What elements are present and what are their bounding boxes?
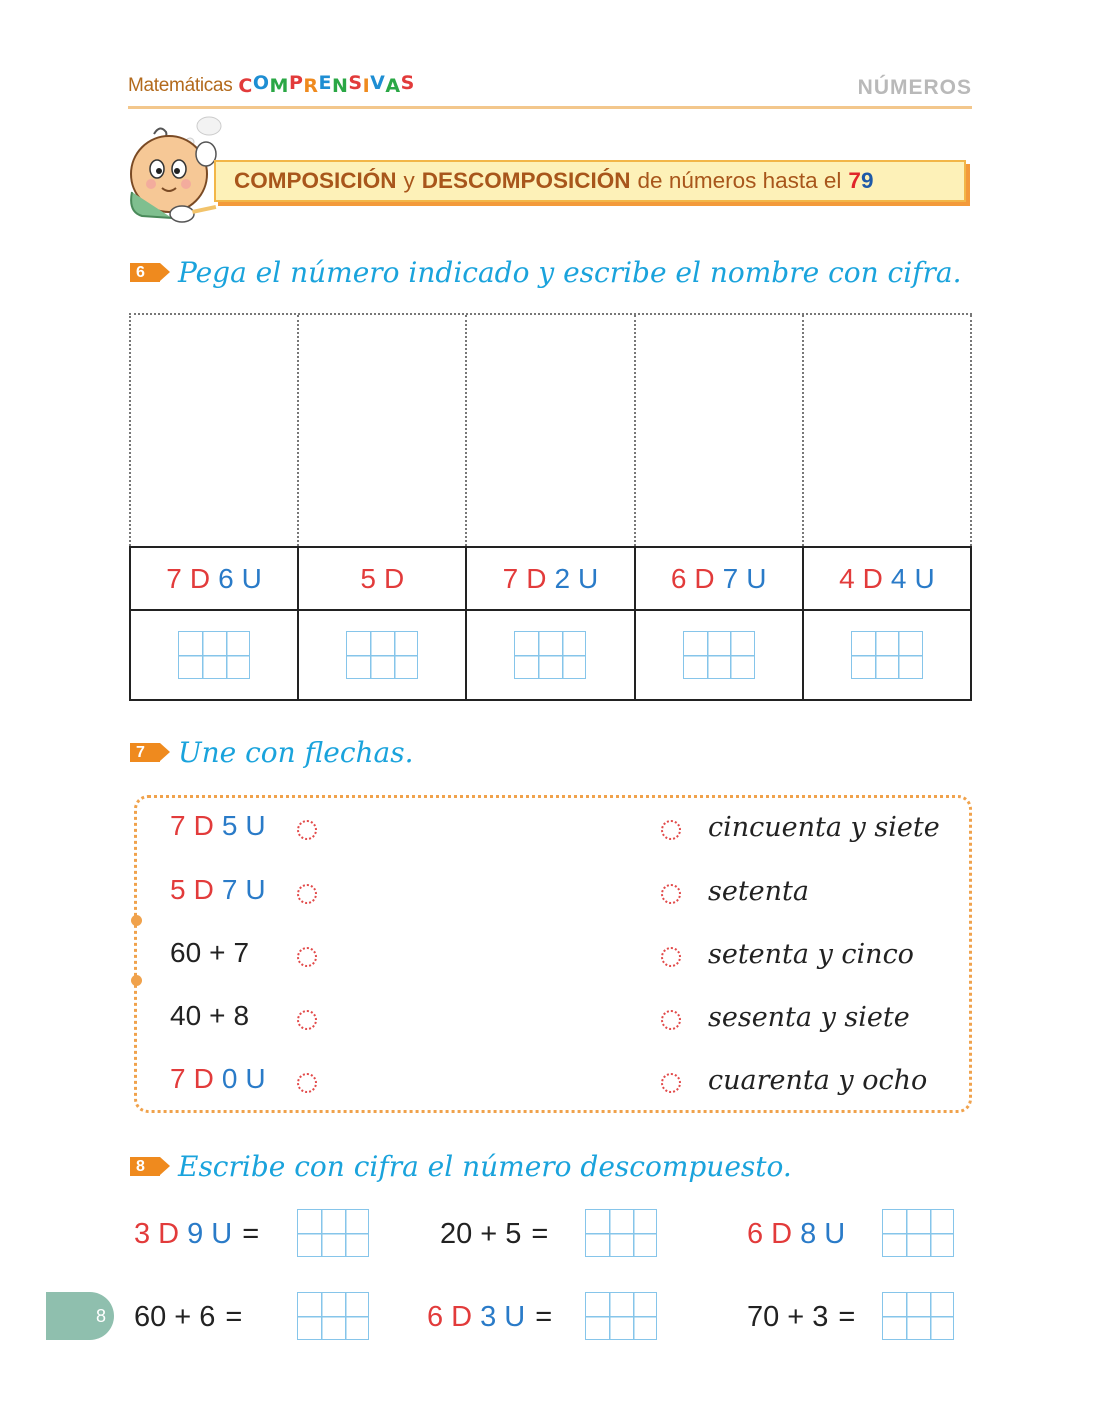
number-part: 5 <box>505 1217 522 1250</box>
exercise-8-heading <box>130 1150 792 1183</box>
number-part: D <box>451 1300 473 1333</box>
connector-dot-right[interactable] <box>661 1010 681 1030</box>
decomposed-number-item <box>743 1292 855 1342</box>
number-part: 3 <box>812 1300 829 1333</box>
left-expression <box>166 1063 270 1095</box>
banner-digit-tens: 7 <box>848 168 861 193</box>
decomposition-cell <box>130 547 298 610</box>
exercise-6-table <box>129 546 972 701</box>
number-part: + <box>174 1300 192 1333</box>
answer-box[interactable] <box>297 1209 369 1257</box>
banner-word-y: y <box>403 168 415 193</box>
number-part: + <box>787 1300 805 1333</box>
exercise-instruction: Une con flechas. <box>178 736 414 769</box>
brand-title <box>128 74 415 97</box>
number-part: U <box>914 562 935 594</box>
number-part: 8 <box>800 1217 817 1250</box>
number-word: setenta y cinco <box>708 939 914 970</box>
number-part: 7 <box>166 562 182 594</box>
binder-dot <box>131 975 142 986</box>
number-part: 7 <box>502 562 519 594</box>
answer-cell <box>298 610 466 700</box>
title-banner <box>214 160 966 202</box>
answer-cell <box>466 610 634 700</box>
number-part: 6 <box>747 1217 764 1250</box>
brand-logo-letter: E <box>318 72 332 94</box>
number-part: 2 <box>554 562 571 594</box>
sticker-slot[interactable] <box>131 315 299 546</box>
answer-box[interactable] <box>683 631 755 679</box>
left-expression <box>166 1000 253 1032</box>
decomposed-number-item <box>130 1209 259 1259</box>
decomposition-cell <box>803 547 971 610</box>
equals-sign: = <box>535 1300 553 1333</box>
number-word: cuarenta y ocho <box>708 1065 928 1096</box>
brand-prefix: Matemáticas <box>128 75 233 96</box>
equals-sign: = <box>242 1217 260 1250</box>
number-part: + <box>209 1000 226 1031</box>
number-part: U <box>211 1217 233 1250</box>
answer-box[interactable] <box>514 631 586 679</box>
number-part: U <box>824 1217 846 1250</box>
number-part: + <box>480 1217 498 1250</box>
number-part: D <box>158 1217 180 1250</box>
number-part: 70 <box>747 1300 780 1333</box>
number-part: U <box>746 562 767 594</box>
left-expression <box>166 937 253 969</box>
brand-logo-letter: A <box>385 75 401 97</box>
number-part: 0 <box>221 1063 238 1094</box>
decomposed-number-item <box>130 1292 242 1342</box>
number-part: D <box>193 874 214 905</box>
binder-dot <box>131 915 142 926</box>
table-row-answers <box>130 610 971 700</box>
number-part: 60 <box>170 937 202 968</box>
equals-sign: = <box>838 1300 856 1333</box>
decomposed-number-item <box>423 1292 552 1342</box>
left-expression <box>166 810 270 842</box>
number-part: U <box>245 874 266 905</box>
answer-box[interactable] <box>585 1292 657 1340</box>
connector-dot-left[interactable] <box>297 820 317 840</box>
number-part: D <box>771 1217 793 1250</box>
brand-logo-letter: C <box>238 75 253 97</box>
page-number: 8 <box>46 1292 114 1340</box>
number-part: U <box>245 810 266 841</box>
sticker-slot[interactable] <box>636 315 804 546</box>
number-part: 3 <box>480 1300 497 1333</box>
connector-dot-left[interactable] <box>297 1073 317 1093</box>
number-part: U <box>578 562 599 594</box>
number-part: D <box>383 562 405 594</box>
number-part: U <box>504 1300 526 1333</box>
brand-logo-letter: S <box>348 72 363 94</box>
sticker-area <box>129 313 972 546</box>
number-part: 3 <box>134 1217 151 1250</box>
number-word: cincuenta y siete <box>708 812 940 843</box>
banner-word-descomposicion: DESCOMPOSICIÓN <box>421 168 631 193</box>
exercise-number-badge: 7 <box>130 743 160 762</box>
answer-box[interactable] <box>346 631 418 679</box>
equals-sign: = <box>531 1217 549 1250</box>
number-part: 7 <box>221 874 238 905</box>
answer-box[interactable] <box>882 1292 954 1340</box>
number-part: 40 <box>170 1000 202 1031</box>
number-word: sesenta y siete <box>708 1002 910 1033</box>
decomposed-number-item <box>743 1209 849 1259</box>
number-part: 5 <box>221 810 238 841</box>
answer-box[interactable] <box>851 631 923 679</box>
number-part: 60 <box>134 1300 167 1333</box>
number-part: U <box>245 1063 266 1094</box>
answer-cell <box>803 610 971 700</box>
number-part: 7 <box>233 937 250 968</box>
brand-logo-letter: R <box>303 75 319 97</box>
number-part: 7 <box>170 1063 186 1094</box>
number-part: D <box>526 562 547 594</box>
exercise-6-heading <box>130 256 962 289</box>
number-part: 20 <box>440 1217 473 1250</box>
number-part: U <box>241 562 262 594</box>
number-part: 7 <box>722 562 739 594</box>
number-part: 6 <box>427 1300 444 1333</box>
answer-box[interactable] <box>297 1292 369 1340</box>
connector-dot-left[interactable] <box>297 1010 317 1030</box>
answer-box[interactable] <box>882 1209 954 1257</box>
number-part: D <box>193 1063 214 1094</box>
connector-dot-right[interactable] <box>661 820 681 840</box>
exercise-number-badge: 8 <box>130 1157 160 1176</box>
banner-word-composicion: COMPOSICIÓN <box>234 168 397 193</box>
number-part: D <box>193 810 214 841</box>
number-part: 9 <box>187 1217 204 1250</box>
number-part: 5 <box>360 562 376 594</box>
sticker-slot[interactable] <box>299 315 467 546</box>
number-part: 7 <box>170 810 186 841</box>
brand-logo-letter: M <box>269 75 289 97</box>
exercise-instruction: Pega el número indicado y escribe el nombre con cifra. <box>178 256 962 289</box>
brand-logo-letter: I <box>362 75 371 97</box>
connector-dot-left[interactable] <box>297 884 317 904</box>
number-part: 4 <box>839 562 855 594</box>
decomposition-cell <box>635 547 803 610</box>
brand-logo-letter: N <box>332 75 349 97</box>
equals-sign: = <box>225 1300 243 1333</box>
decomposition-cell <box>298 547 466 610</box>
number-part: D <box>694 562 715 594</box>
exercise-7-heading <box>130 736 414 769</box>
connector-dot-left[interactable] <box>297 947 317 967</box>
banner-word-rest: de números hasta el <box>637 168 842 193</box>
brand-logo-letter: O <box>252 72 270 94</box>
number-part: D <box>189 562 211 594</box>
sticker-slot[interactable] <box>804 315 972 546</box>
number-word: setenta <box>708 876 809 907</box>
banner-digit-units: 9 <box>860 168 874 193</box>
brand-logo-letter: S <box>400 72 415 94</box>
answer-box[interactable] <box>585 1209 657 1257</box>
number-part: 6 <box>670 562 687 594</box>
mascot-thinking-icon <box>124 114 224 224</box>
exercise-instruction: Escribe con cifra el número descompuesto. <box>178 1150 792 1183</box>
answer-cell <box>635 610 803 700</box>
answer-box[interactable] <box>178 631 250 679</box>
number-part: 5 <box>170 874 186 905</box>
connector-dot-right[interactable] <box>661 947 681 967</box>
number-part: + <box>209 937 226 968</box>
decomposed-number-item <box>436 1209 548 1259</box>
answer-cell <box>130 610 298 700</box>
sticker-slot[interactable] <box>467 315 635 546</box>
number-part: 4 <box>890 562 907 594</box>
left-expression <box>166 874 270 906</box>
brand-logo-letter: V <box>370 72 386 94</box>
connector-dot-right[interactable] <box>661 1073 681 1093</box>
brand-logo-letter: P <box>288 72 304 94</box>
number-part: D <box>862 562 883 594</box>
exercise-number-badge: 6 <box>130 263 160 282</box>
decomposition-cell <box>466 547 634 610</box>
connector-dot-right[interactable] <box>661 884 681 904</box>
brand-logo <box>238 74 414 96</box>
number-part: 8 <box>233 1000 250 1031</box>
number-part: 6 <box>218 562 234 594</box>
header-divider <box>128 106 972 109</box>
table-row-codes <box>130 547 971 610</box>
section-title: NÚMEROS <box>857 76 972 99</box>
number-part: 6 <box>199 1300 216 1333</box>
